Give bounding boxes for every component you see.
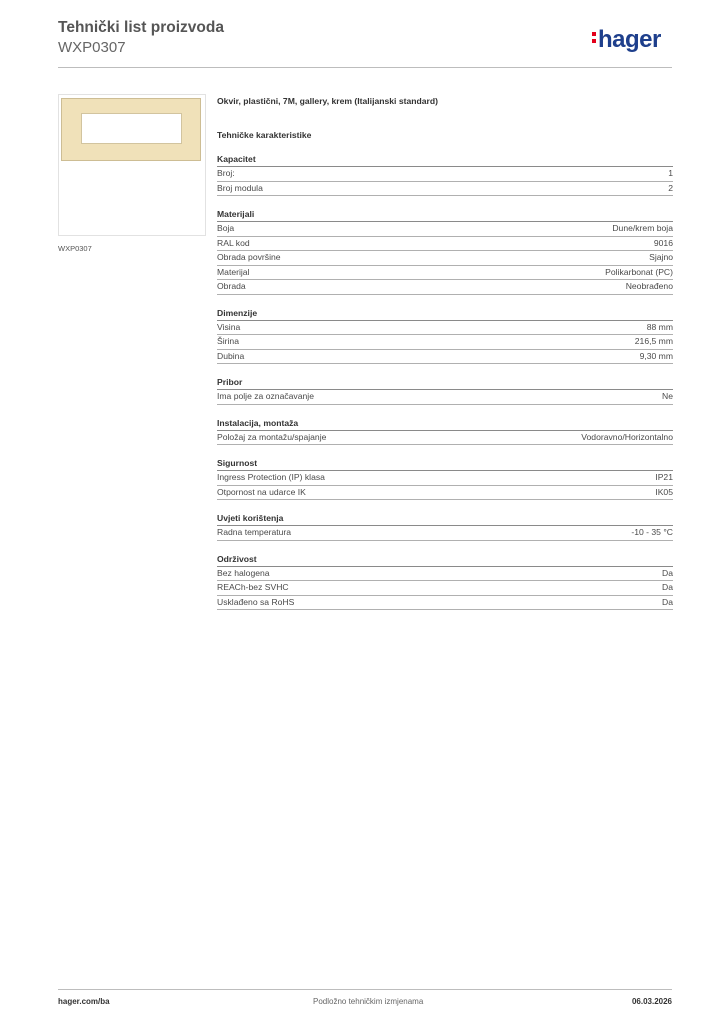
section-title: Instalacija, montaža — [217, 417, 673, 431]
spec-label: Broj: — [217, 168, 235, 178]
spec-label: Broj modula — [217, 182, 263, 193]
spec-label: Otpornost na udarce IK — [217, 486, 306, 497]
spec-label: Boja — [217, 223, 235, 233]
document-title: Tehnički list proizvoda — [58, 19, 224, 36]
spec-sections — [217, 153, 673, 610]
spec-section — [217, 208, 673, 295]
spec-row — [217, 350, 673, 365]
product-image — [58, 94, 206, 236]
spec-row — [217, 526, 673, 541]
hager-logo — [592, 26, 661, 54]
spec-label: Ima polje za označavanje — [217, 391, 314, 401]
spec-section — [217, 153, 673, 196]
spec-row — [217, 596, 673, 611]
section-title: Dimenzije — [217, 307, 673, 321]
spec-row — [217, 182, 673, 197]
spec-value: -10 - 35 °C — [631, 527, 673, 537]
spec-value: Ne — [662, 391, 673, 401]
footer-date: 06.03.2026 — [631, 997, 672, 1006]
spec-row — [217, 567, 673, 582]
spec-label: Materijal — [217, 266, 250, 277]
spec-value: 88 mm — [646, 321, 673, 332]
frame-opening — [81, 113, 182, 144]
spec-label: Položaj za montažu/spajanje — [217, 431, 327, 442]
spec-row — [217, 280, 673, 295]
spec-section — [217, 307, 673, 365]
spec-section — [217, 553, 673, 611]
spec-row — [217, 335, 673, 350]
spec-row — [217, 167, 673, 182]
footer-divider — [58, 989, 672, 990]
spec-value: Polikarbonat (PC) — [605, 266, 673, 277]
header-divider — [58, 67, 672, 68]
spec-row — [217, 390, 673, 405]
logo-text: hager — [598, 26, 661, 53]
spec-label: Obrada — [217, 281, 246, 291]
spec-label: Visina — [217, 321, 241, 332]
section-title: Sigurnost — [217, 457, 673, 471]
spec-content — [217, 95, 673, 610]
spec-row — [217, 431, 673, 446]
spec-value: 9,30 mm — [639, 350, 673, 361]
product-code: WXP0307 — [58, 39, 126, 56]
product-image-caption: WXP0307 — [58, 244, 92, 253]
spec-row — [217, 222, 673, 237]
spec-row — [217, 486, 673, 501]
spec-row — [217, 266, 673, 281]
frame-illustration — [61, 98, 201, 161]
spec-label: Usklađeno sa RoHS — [217, 596, 295, 607]
section-title: Uvjeti korištenja — [217, 512, 673, 526]
spec-value: Neobrađeno — [625, 281, 673, 291]
spec-row — [217, 237, 673, 252]
spec-row — [217, 321, 673, 336]
spec-row — [217, 581, 673, 596]
spec-value: Da — [662, 596, 673, 607]
section-title: Održivost — [217, 553, 673, 567]
spec-value: Sjajno — [649, 252, 673, 262]
footer-note: Podložno tehničkim izmjenama — [313, 997, 424, 1006]
product-description: Okvir, plastični, 7M, gallery, krem (Italijanski standard) — [217, 96, 438, 106]
spec-label: REACh-bez SVHC — [217, 582, 289, 592]
spec-section — [217, 457, 673, 500]
spec-value: 9016 — [653, 237, 673, 248]
section-title: Kapacitet — [217, 153, 673, 167]
spec-value: IK05 — [655, 486, 673, 497]
spec-label: Bez halogena — [217, 567, 270, 578]
spec-value: 216,5 mm — [634, 336, 673, 346]
spec-value: 1 — [668, 168, 673, 178]
tech-characteristics-heading: Tehničke karakteristike — [217, 130, 312, 140]
spec-label: Radna temperatura — [217, 527, 292, 537]
spec-label: Obrada površine — [217, 252, 281, 262]
section-title: Materijali — [217, 208, 673, 222]
spec-section — [217, 512, 673, 541]
logo-dots-icon — [592, 29, 596, 46]
spec-value: IP21 — [655, 472, 673, 482]
section-title: Pribor — [217, 376, 673, 390]
spec-label: Ingress Protection (IP) klasa — [217, 472, 325, 482]
spec-section — [217, 417, 673, 446]
spec-label: RAL kod — [217, 237, 250, 248]
spec-row — [217, 471, 673, 486]
spec-value: Da — [662, 582, 673, 592]
spec-value: Vodoravno/Horizontalno — [581, 431, 673, 442]
spec-label: Dubina — [217, 350, 245, 361]
spec-value: Da — [662, 567, 673, 578]
footer-website: hager.com/ba — [58, 997, 110, 1006]
document-header — [58, 18, 224, 57]
spec-value: Dune/krem boja — [612, 223, 673, 233]
spec-section — [217, 376, 673, 405]
spec-label: Širina — [217, 336, 239, 346]
spec-value: 2 — [668, 182, 673, 193]
spec-row — [217, 251, 673, 266]
